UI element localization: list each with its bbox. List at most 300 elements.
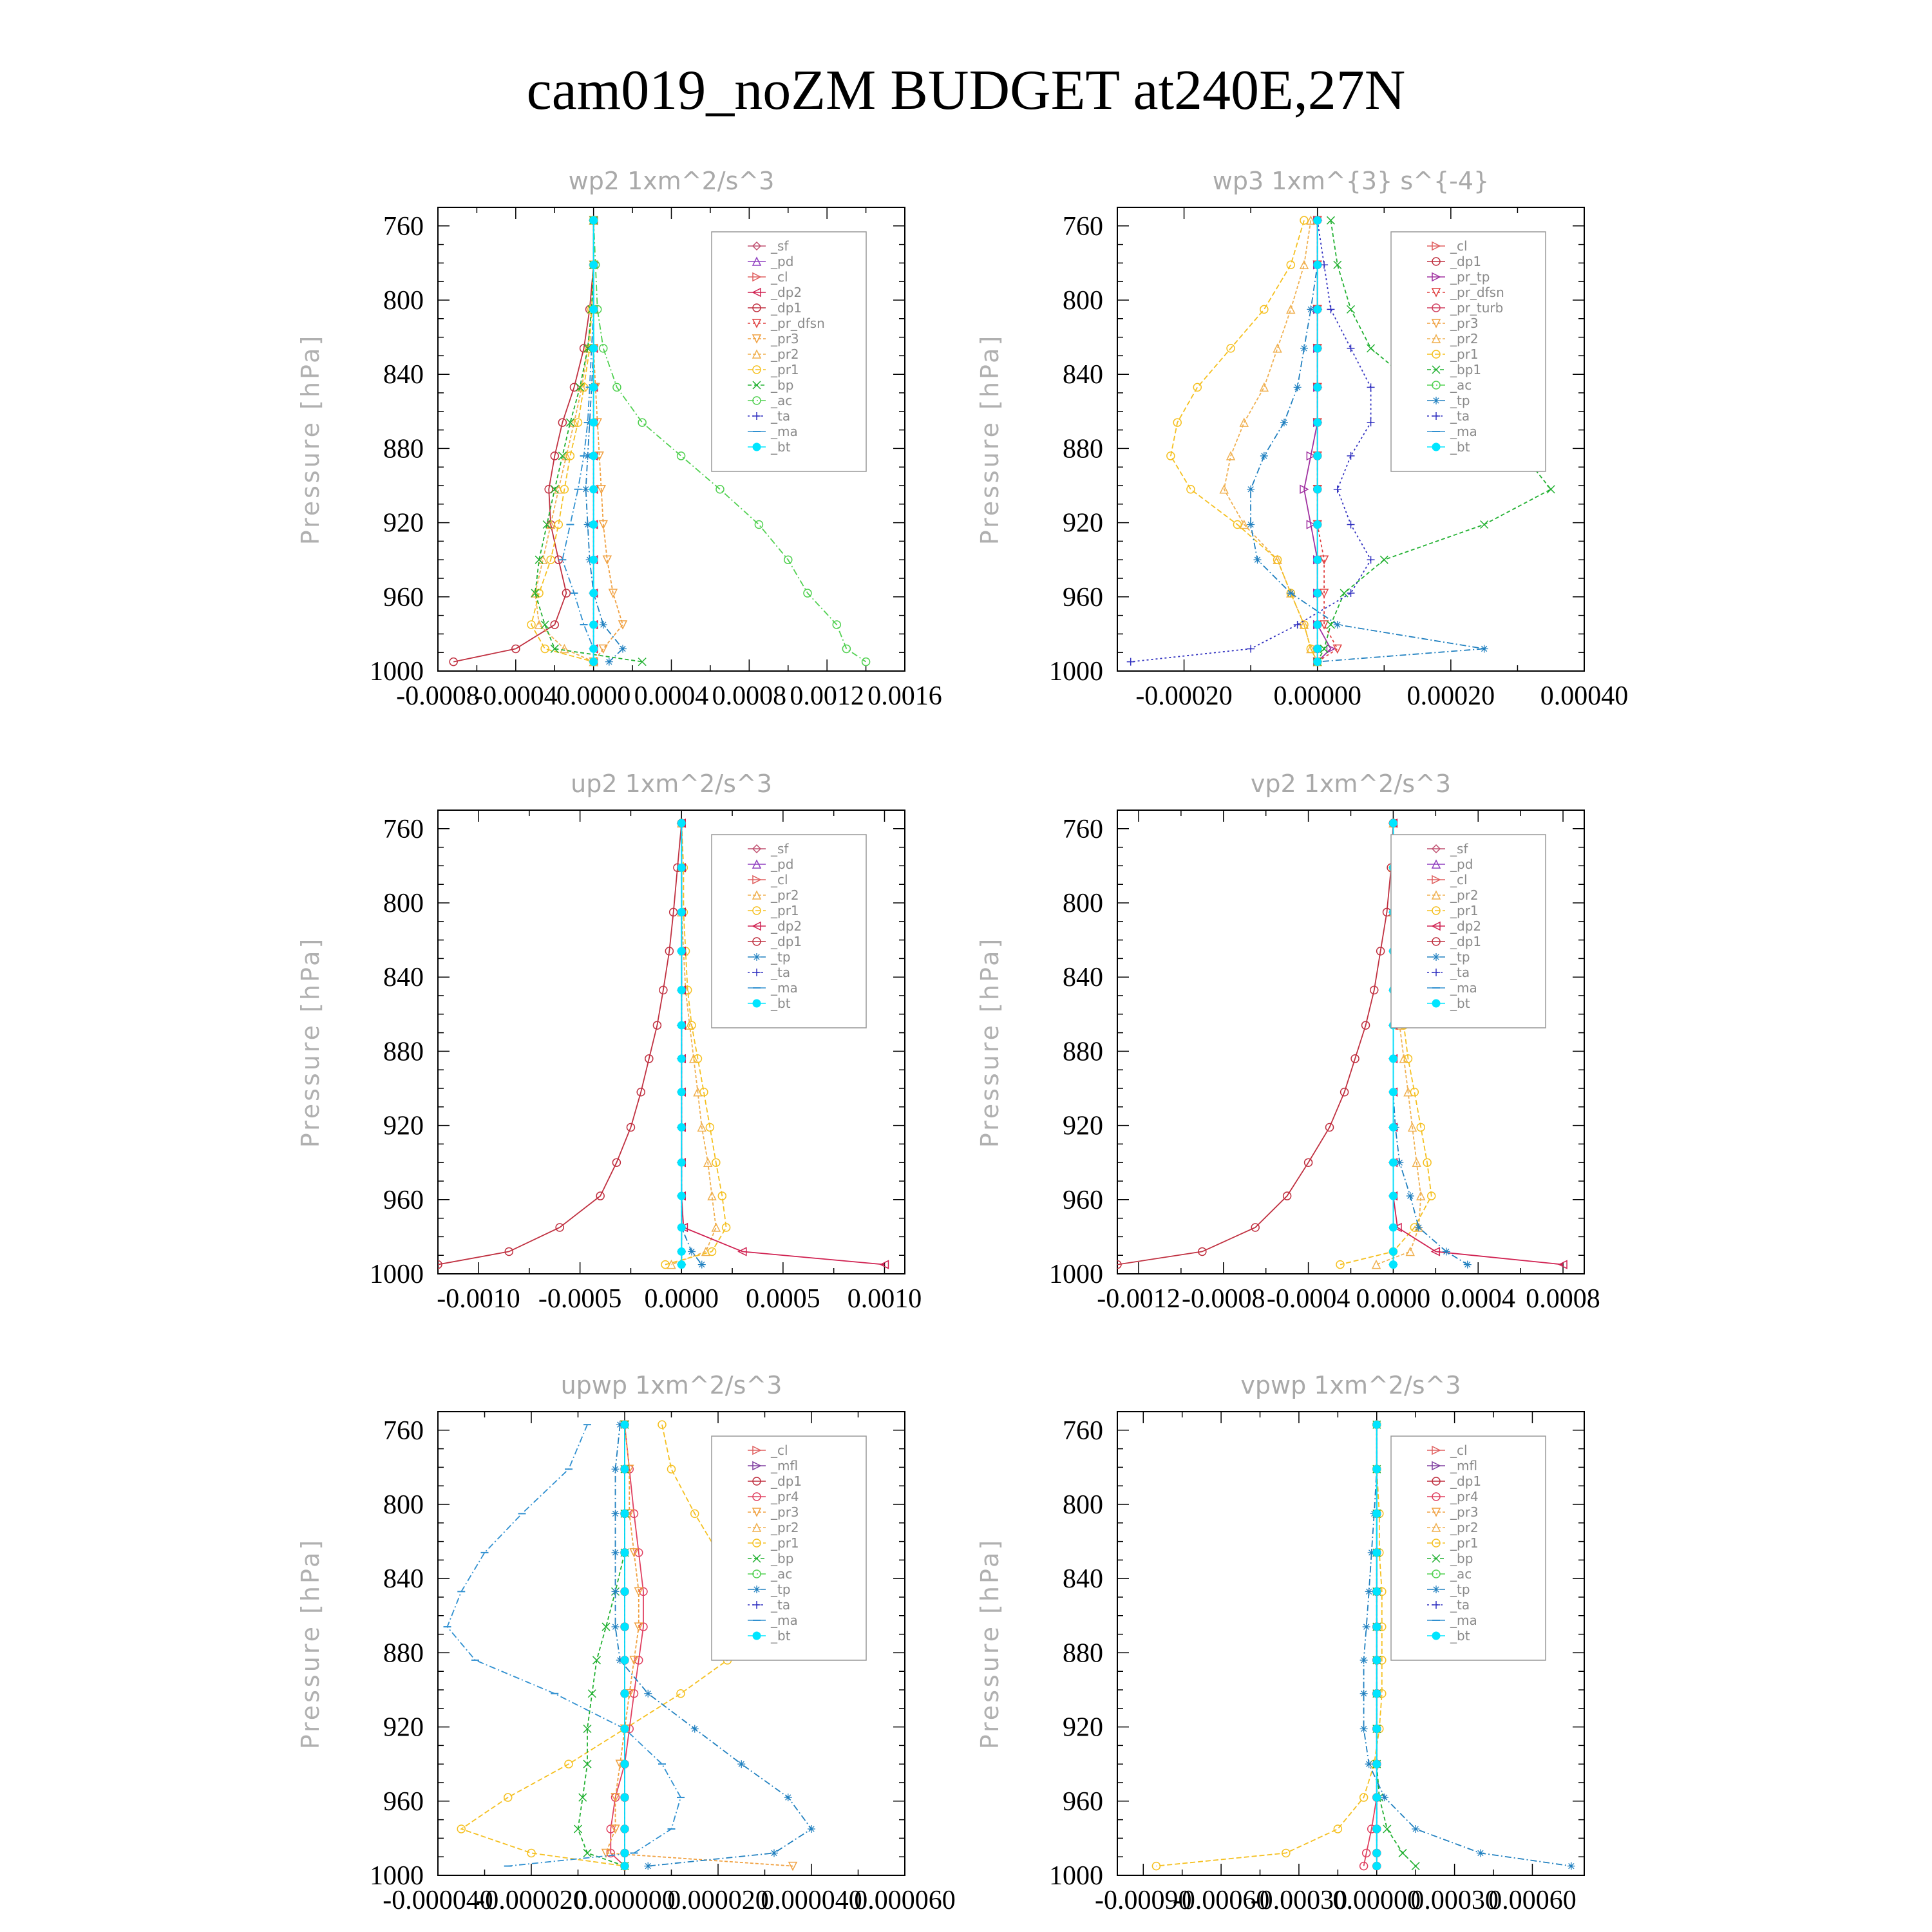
- data-point_bp1: [1367, 345, 1375, 352]
- data-point_tp: [808, 1825, 815, 1833]
- x-tick-label: -0.0012: [1097, 1284, 1180, 1314]
- x-tick-label: 0.0004: [1441, 1284, 1515, 1314]
- data-point_bt: [621, 1862, 629, 1870]
- legend-entry: _dp1: [1450, 934, 1482, 949]
- data-point_bt: [1373, 1623, 1381, 1631]
- legend-entry: _pr3: [1450, 1504, 1479, 1520]
- y-tick-label: 960: [1063, 1185, 1103, 1215]
- legend-entry: _bp: [1450, 1551, 1473, 1566]
- legend-entry: _tp: [1450, 393, 1470, 408]
- legend-entry: _tp: [771, 949, 791, 965]
- data-point_ta: [1327, 305, 1334, 313]
- legend-entry: _ta: [771, 1597, 791, 1613]
- legend-marker: [1432, 443, 1440, 451]
- data-point_tp: [1406, 1192, 1414, 1200]
- data-point_bp: [1399, 1849, 1406, 1857]
- series_bp: [574, 1421, 629, 1870]
- data-point_bt: [621, 1623, 629, 1631]
- x-tick-label: 0.000060: [854, 1886, 956, 1915]
- data-point_tp: [612, 1510, 620, 1517]
- legend-entry: _pr1: [1450, 346, 1479, 362]
- data-point_tp: [737, 1760, 745, 1768]
- legend-entry: _cl: [1450, 872, 1468, 887]
- data-point_bt: [1389, 1192, 1397, 1200]
- data-point_bt: [590, 261, 598, 269]
- y-tick-label: 800: [383, 286, 424, 316]
- y-tick-label: 880: [383, 1037, 424, 1067]
- data-point_bp1: [1340, 589, 1348, 597]
- y-tick-label: 920: [1063, 1111, 1103, 1141]
- legend-entry: _pr2: [771, 887, 799, 903]
- data-point_bt: [621, 1690, 629, 1698]
- y-tick-label: 1000: [1049, 657, 1103, 687]
- data-point_tp: [644, 1690, 652, 1698]
- legend-entry: _ma: [1450, 424, 1477, 439]
- y-axis-label: Pressure [hPa]: [296, 1537, 325, 1750]
- y-tick-label: 840: [383, 963, 424, 993]
- data-point_bp: [558, 452, 566, 460]
- x-tick-label: 0.0008: [712, 681, 787, 711]
- y-tick-label: 760: [383, 814, 424, 844]
- data-point_tp: [688, 1247, 696, 1255]
- legend-marker: [1432, 953, 1440, 961]
- data-point_ta: [1294, 621, 1302, 629]
- legend-marker: [753, 953, 761, 961]
- x-tick-label: -0.00020: [1135, 681, 1233, 711]
- data-point_tp: [1254, 556, 1262, 564]
- y-tick-label: 800: [383, 889, 424, 918]
- legend-entry: _pr1: [771, 362, 799, 377]
- legend-entry: _pd: [771, 254, 794, 269]
- data-point_bt: [621, 1825, 629, 1833]
- series-line_ma: [448, 1425, 681, 1866]
- data-point_bt: [1389, 1088, 1397, 1096]
- data-point_bt: [590, 305, 598, 313]
- legend-entry: _cl: [771, 1443, 788, 1458]
- x-tick-label: -0.000020: [476, 1886, 587, 1915]
- data-point_pr1: [541, 645, 549, 652]
- x-tick-label: 0.00000: [1273, 681, 1361, 711]
- data-point_ta: [1367, 556, 1375, 564]
- x-tick-label: 0.000000: [574, 1886, 676, 1915]
- data-point_bp: [583, 1760, 591, 1768]
- data-point_bt: [677, 1224, 685, 1231]
- legend-marker: [753, 1586, 761, 1593]
- data-point_bt: [590, 345, 598, 352]
- data-point_bt: [590, 556, 598, 564]
- data-point_tp: [612, 1623, 620, 1631]
- legend: [1391, 1436, 1546, 1660]
- legend-entry: _ta: [771, 965, 791, 980]
- data-point_bt: [1389, 1261, 1397, 1269]
- data-point_tp: [698, 1261, 706, 1269]
- data-point_bt: [677, 908, 685, 916]
- data-point_bt: [677, 1247, 685, 1255]
- series-line_pr1: [1156, 1425, 1381, 1866]
- data-point_ta: [1347, 452, 1355, 460]
- data-point_bt: [1389, 1123, 1397, 1131]
- series-line_dp1: [438, 823, 681, 1264]
- data-point_tp: [1412, 1825, 1419, 1833]
- panel-title: wp2 1xm^2/s^3: [568, 167, 775, 195]
- data-point_tp: [1477, 1849, 1484, 1857]
- x-tick-label: -0.00090: [1095, 1886, 1192, 1915]
- data-point_bt: [590, 216, 598, 224]
- data-point_bt: [1314, 261, 1321, 269]
- legend-marker: [753, 999, 761, 1007]
- data-point_bp1: [1380, 556, 1388, 564]
- data-point_bp: [1412, 1862, 1419, 1870]
- y-tick-label: 800: [383, 1490, 424, 1520]
- series_pr1: [457, 1421, 750, 1870]
- legend-entry: _dp1: [771, 1473, 802, 1489]
- data-point_bt: [590, 419, 598, 426]
- legend-entry: _pr2: [1450, 1520, 1479, 1535]
- x-tick-label: 0.0010: [847, 1284, 922, 1314]
- data-point_pr1: [1300, 216, 1308, 224]
- x-tick-label: -0.00060: [1172, 1886, 1270, 1915]
- data-point_pr2: [1372, 1261, 1380, 1269]
- y-tick-label: 800: [1063, 889, 1103, 918]
- y-tick-label: 880: [1063, 1638, 1103, 1669]
- data-point_tp: [1260, 452, 1268, 460]
- data-point_bt: [590, 486, 598, 493]
- legend-entry: _bt: [771, 996, 791, 1011]
- data-point_tp: [1247, 520, 1255, 528]
- y-tick-label: 760: [1063, 814, 1103, 844]
- legend: [712, 835, 866, 1028]
- data-point_pr3: [789, 1862, 797, 1870]
- data-point_tp: [1360, 1656, 1368, 1664]
- data-point_bp1: [1481, 520, 1488, 528]
- data-point_bt: [621, 1549, 629, 1557]
- panel-title: vp2 1xm^2/s^3: [1250, 770, 1452, 798]
- data-point_bt: [1314, 556, 1321, 564]
- legend-entry: _ac: [771, 1566, 793, 1582]
- data-point_tp: [1363, 1623, 1370, 1631]
- data-point_bt: [1373, 1794, 1381, 1801]
- y-tick-label: 960: [383, 582, 424, 612]
- legend-entry: _bt: [1450, 1628, 1470, 1643]
- data-point_tp: [1443, 1247, 1450, 1255]
- data-point_bt: [590, 520, 598, 528]
- data-point_bp: [583, 1849, 591, 1857]
- legend-entry: _pd: [771, 857, 794, 872]
- series-line_dp1: [453, 220, 594, 661]
- data-point_bt: [677, 1021, 685, 1029]
- y-tick-label: 840: [383, 1564, 424, 1595]
- legend-marker: [1432, 1632, 1440, 1640]
- data-point_bt: [1373, 1849, 1381, 1857]
- data-point_bt: [590, 589, 598, 597]
- y-tick-label: 880: [1063, 1037, 1103, 1067]
- data-point_bt: [1373, 1725, 1381, 1732]
- y-axis-label: Pressure [hPa]: [296, 333, 325, 545]
- legend-entry: _dp1: [1450, 1473, 1482, 1489]
- legend-entry: _dp2: [771, 285, 802, 300]
- y-tick-label: 1000: [370, 1861, 424, 1891]
- data-point_bt: [1314, 520, 1321, 528]
- series_bt: [590, 216, 598, 665]
- series_bt: [1314, 216, 1321, 665]
- data-point_tp: [1300, 345, 1308, 352]
- legend-entry: _pr4: [771, 1489, 799, 1504]
- x-tick-label: 0.00060: [1488, 1886, 1577, 1915]
- data-point_bt: [677, 1055, 685, 1063]
- data-point_ac: [755, 520, 762, 528]
- data-point_bt: [1373, 1421, 1381, 1428]
- legend-entry: _pr1: [771, 1535, 799, 1551]
- y-tick-label: 760: [1063, 211, 1103, 242]
- data-point_bt: [1314, 305, 1321, 313]
- data-point_bt: [1373, 1587, 1381, 1595]
- series-line_ta: [1131, 220, 1371, 661]
- legend-entry: _pr_dfsn: [771, 316, 825, 331]
- chart-wp3: [976, 167, 1629, 711]
- chart-vp2: [976, 770, 1600, 1314]
- legend-entry: _pr2: [771, 346, 799, 362]
- data-point_bt: [1314, 658, 1321, 666]
- data-point_tp: [612, 1465, 620, 1473]
- legend-entry: _bp: [771, 1551, 794, 1566]
- legend: [1391, 232, 1546, 471]
- y-tick-label: 760: [1063, 1416, 1103, 1446]
- data-point_bt: [621, 1465, 629, 1473]
- legend-entry: _tp: [1450, 1582, 1470, 1597]
- data-point_bt: [677, 1192, 685, 1200]
- data-point_bp: [566, 419, 574, 426]
- legend-entry: _ma: [1450, 980, 1477, 996]
- legend-entry: _pr3: [771, 1504, 799, 1520]
- legend-entry: _mfl: [771, 1458, 799, 1473]
- data-point_tp: [1360, 1690, 1368, 1698]
- legend-entry: _bt: [1450, 996, 1470, 1011]
- series_bt: [677, 819, 685, 1268]
- legend: [1391, 835, 1546, 1028]
- legend-entry: _cl: [1450, 1443, 1468, 1458]
- legend-entry: _pr2: [771, 1520, 799, 1535]
- y-tick-label: 800: [1063, 286, 1103, 316]
- legend: [712, 1436, 866, 1660]
- data-point_bt: [677, 986, 685, 994]
- data-point_bp: [551, 486, 558, 493]
- legend-entry: _ta: [1450, 965, 1470, 980]
- series-line_pr1: [531, 220, 594, 661]
- data-point_bp: [602, 1623, 610, 1631]
- x-tick-label: -0.0010: [437, 1284, 520, 1314]
- data-point_tp: [1464, 1261, 1472, 1269]
- legend-entry: _cl: [1450, 238, 1468, 254]
- y-tick-label: 840: [383, 360, 424, 390]
- x-tick-label: 0.000040: [761, 1886, 862, 1915]
- series-line_pr1: [461, 1425, 746, 1866]
- y-tick-label: 920: [383, 508, 424, 538]
- legend-entry: _ac: [1450, 377, 1472, 393]
- series_bt: [621, 1421, 629, 1870]
- data-point_bt: [1389, 819, 1397, 827]
- series-line_pr2: [535, 220, 594, 661]
- x-tick-label: -0.0008: [1182, 1284, 1265, 1314]
- legend-marker: [1432, 1586, 1440, 1593]
- data-point_tp: [612, 1549, 620, 1557]
- y-tick-label: 960: [383, 1185, 424, 1215]
- data-point_tp: [1381, 1794, 1388, 1801]
- y-axis-label: Pressure [hPa]: [976, 936, 1004, 1148]
- data-point_tp: [691, 1725, 699, 1732]
- panel-title: up2 1xm^2/s^3: [571, 770, 772, 798]
- chart-wp2: [296, 167, 942, 711]
- legend-entry: _mfl: [1450, 1458, 1478, 1473]
- legend-entry: _dp1: [771, 300, 802, 316]
- legend-entry: _pr3: [1450, 316, 1479, 331]
- y-tick-label: 960: [1063, 582, 1103, 612]
- legend-entry: _sf: [771, 841, 789, 857]
- series_pr1: [1152, 1421, 1385, 1870]
- data-point_ta: [1334, 486, 1341, 493]
- legend-entry: _dp1: [771, 934, 802, 949]
- y-tick-label: 840: [1063, 360, 1103, 390]
- data-point_bt: [1389, 1224, 1397, 1231]
- legend-entry: _ta: [771, 408, 791, 424]
- data-point_bt: [1373, 1510, 1381, 1517]
- legend-entry: _ma: [771, 980, 798, 996]
- series-line_pr3: [594, 220, 623, 661]
- panel-title: vpwp 1xm^2/s^3: [1240, 1371, 1461, 1399]
- x-tick-label: 0.00030: [1410, 1886, 1499, 1915]
- data-point_bt: [621, 1510, 629, 1517]
- legend-entry: _bp1: [1450, 362, 1482, 377]
- data-point_bt: [590, 645, 598, 652]
- data-point_bp: [576, 383, 584, 391]
- data-point_pr1: [677, 1690, 685, 1698]
- legend-entry: _bt: [771, 1628, 791, 1643]
- x-tick-label: 0.0016: [867, 681, 942, 711]
- data-point_tp: [1280, 419, 1288, 426]
- legend-entry: _tp: [771, 1582, 791, 1597]
- x-tick-label: 0.0000: [556, 681, 631, 711]
- legend-entry: _dp2: [771, 918, 802, 934]
- x-tick-label: 0.0000: [644, 1284, 719, 1314]
- y-tick-label: 920: [1063, 508, 1103, 538]
- data-point_bt: [1389, 1055, 1397, 1063]
- data-point_bt: [1314, 589, 1321, 597]
- data-point_bt: [621, 1725, 629, 1732]
- x-tick-label: 0.000020: [667, 1886, 769, 1915]
- data-point_bt: [1314, 452, 1321, 460]
- y-axis-label: Pressure [hPa]: [296, 936, 325, 1148]
- data-point_bt: [1389, 1159, 1397, 1166]
- legend-entry: _ta: [1450, 408, 1470, 424]
- data-point_tp: [1365, 1587, 1373, 1595]
- data-point_bt: [1373, 1465, 1381, 1473]
- data-point_bp1: [1547, 486, 1555, 493]
- data-point_pr2: [1260, 383, 1268, 391]
- y-tick-label: 920: [383, 1111, 424, 1141]
- data-point_bt: [1373, 1656, 1381, 1664]
- legend-entry: _tp: [1450, 949, 1470, 965]
- series-line_pr1: [1171, 220, 1318, 661]
- y-tick-label: 840: [1063, 1564, 1103, 1595]
- legend-entry: _bp: [771, 377, 794, 393]
- x-tick-label: 0.00000: [1332, 1886, 1421, 1915]
- legend-entry: _pd: [1450, 857, 1473, 872]
- data-point_bt: [677, 864, 685, 871]
- data-point_bt: [621, 1421, 629, 1428]
- data-point_bt: [621, 1849, 629, 1857]
- legend-marker: [753, 1632, 761, 1640]
- panel-title: upwp 1xm^2/s^3: [560, 1371, 782, 1399]
- data-point_tp: [770, 1849, 778, 1857]
- data-point_pr1: [1187, 486, 1195, 493]
- data-point_ta: [1367, 419, 1375, 426]
- data-point_pr2: [1406, 1247, 1414, 1255]
- series_ta: [1127, 216, 1375, 665]
- legend-entry: _ma: [1450, 1613, 1477, 1628]
- series_pr1: [527, 216, 598, 665]
- data-point_bt: [1373, 1825, 1381, 1833]
- legend-entry: _pr_dfsn: [1450, 285, 1504, 300]
- data-point_pr2: [1274, 345, 1282, 352]
- y-tick-label: 760: [383, 211, 424, 242]
- series_pr4: [607, 1421, 647, 1870]
- data-point_bt: [1314, 383, 1321, 391]
- y-tick-label: 920: [383, 1712, 424, 1743]
- x-tick-label: -0.00030: [1250, 1886, 1348, 1915]
- legend-entry: _bt: [771, 439, 791, 455]
- x-tick-label: 0.0008: [1526, 1284, 1600, 1314]
- data-point_bp: [541, 621, 549, 629]
- legend-entry: _ma: [771, 424, 798, 439]
- x-tick-label: 0.0000: [1356, 1284, 1431, 1314]
- y-axis-label: Pressure [hPa]: [976, 1537, 1004, 1750]
- panel-title: wp3 1xm^{3} s^{-4}: [1212, 167, 1490, 195]
- legend-entry: _ac: [1450, 1566, 1472, 1582]
- y-tick-label: 760: [383, 1416, 424, 1446]
- y-tick-label: 800: [1063, 1490, 1103, 1520]
- data-point_ta: [1127, 658, 1135, 666]
- x-tick-label: 0.0005: [746, 1284, 820, 1314]
- data-point_pr1: [1334, 1825, 1341, 1833]
- legend-entry: _pr1: [1450, 1535, 1479, 1551]
- x-tick-label: 0.00040: [1540, 681, 1629, 711]
- chart-upwp: [296, 1371, 956, 1915]
- data-point_bp1: [1347, 305, 1355, 313]
- x-tick-label: 0.0004: [634, 681, 709, 711]
- x-tick-label: -0.0005: [538, 1284, 622, 1314]
- data-point_ac: [638, 419, 646, 426]
- data-point_bt: [590, 621, 598, 629]
- y-tick-label: 960: [383, 1786, 424, 1817]
- data-point_ta: [1347, 520, 1355, 528]
- data-point_bt: [1389, 1247, 1397, 1255]
- x-tick-label: -0.0004: [1266, 1284, 1350, 1314]
- legend-entry: _ta: [1450, 1597, 1470, 1613]
- series_ma: [444, 1425, 685, 1866]
- data-point_bt: [677, 1088, 685, 1096]
- legend-entry: _cl: [771, 269, 788, 285]
- y-tick-label: 1000: [1049, 1861, 1103, 1891]
- legend-marker: [753, 443, 761, 451]
- legend-entry: _cl: [771, 872, 788, 887]
- series-line_dp1: [1117, 823, 1393, 1264]
- data-point_ta: [1367, 383, 1375, 391]
- legend-entry: _pr1: [771, 903, 799, 918]
- data-point_bt: [590, 658, 598, 666]
- data-point_tp: [582, 486, 590, 493]
- y-tick-label: 960: [1063, 1786, 1103, 1817]
- series_bt: [1373, 1421, 1381, 1870]
- data-point_bt: [1373, 1760, 1381, 1768]
